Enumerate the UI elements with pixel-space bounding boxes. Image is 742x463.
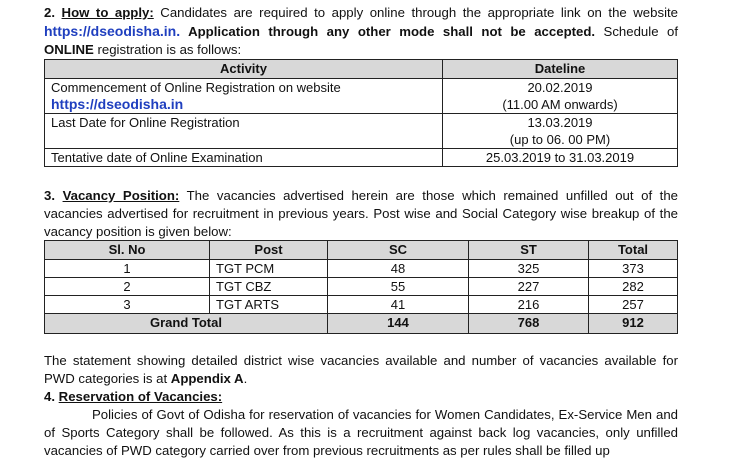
vacancy-total: 257 xyxy=(589,296,678,314)
vacancy-post: TGT ARTS xyxy=(210,296,328,314)
schedule-date-note: (up to 06. 00 PM) xyxy=(509,132,611,147)
vacancy-row xyxy=(45,278,678,296)
section-2-text-3: registration is as follows: xyxy=(97,42,242,57)
vacancy-header-sc: SC xyxy=(328,241,469,260)
grand-total-sc: 144 xyxy=(328,314,469,334)
schedule-activity-text: Last Date for Online Registration xyxy=(51,115,240,130)
vacancy-header-st: ST xyxy=(469,241,589,260)
grand-total-label: Grand Total xyxy=(45,314,328,334)
schedule-row xyxy=(45,114,678,149)
vacancy-slno: 2 xyxy=(45,278,210,296)
vacancy-sc: 41 xyxy=(328,296,469,314)
section-3-heading: Vacancy Position: xyxy=(62,188,180,203)
vacancy-st: 216 xyxy=(469,296,589,314)
section-2-text-1: Candidates are required to apply online through the appropriate link on the website xyxy=(153,5,678,20)
vacancy-post: TGT CBZ xyxy=(210,278,328,296)
schedule-row xyxy=(45,79,678,114)
grand-total-st: 768 xyxy=(469,314,589,334)
vacancy-st: 227 xyxy=(469,278,589,296)
schedule-date-cell xyxy=(443,79,678,114)
vacancy-st: 325 xyxy=(469,260,589,278)
schedule-date-cell: 25.03.2019 to 31.03.2019 xyxy=(443,149,678,167)
section-2-bold-text: Application through any other mode shall not be accepted. xyxy=(180,24,596,39)
section-2-text-2: Schedule of xyxy=(595,24,678,39)
schedule-activity-link[interactable]: https://dseodisha.in xyxy=(51,96,184,112)
section-4-paragraph: Policies of Govt of Odisha for reservation of vacancies for Women Candidates, Ex-Service Men and of Sports Category shall be followed. As this is a recruitment against back log vacancies, only unfilled vacancies of PWD category carried over from previous recruitments as per rules shall be filled up xyxy=(44,407,678,458)
statement-end: . xyxy=(243,371,248,386)
vacancy-slno: 3 xyxy=(45,296,210,314)
schedule-table xyxy=(44,59,678,167)
section-2-heading: How to apply: xyxy=(61,5,154,20)
vacancy-header-total: Total xyxy=(589,241,678,260)
section-4-heading-line xyxy=(44,388,678,406)
statement-paragraph xyxy=(44,352,678,388)
vacancy-header-row xyxy=(45,241,678,260)
schedule-row xyxy=(45,149,678,167)
vacancy-total: 373 xyxy=(589,260,678,278)
schedule-date-note: (11.00 AM onwards) xyxy=(502,97,618,112)
appendix-reference: Appendix A xyxy=(170,371,244,386)
section-3-paragraph xyxy=(44,187,678,241)
vacancy-sc: 48 xyxy=(328,260,469,278)
vacancy-row xyxy=(45,296,678,314)
vacancy-header-slno: Sl. No xyxy=(45,241,210,260)
vacancy-sc: 55 xyxy=(328,278,469,296)
schedule-date: 20.02.2019 xyxy=(527,80,593,95)
vacancy-post: TGT PCM xyxy=(210,260,328,278)
schedule-activity-cell: Tentative date of Online Examination xyxy=(45,149,443,167)
online-word: ONLINE xyxy=(44,42,94,57)
schedule-header-activity: Activity xyxy=(45,60,443,79)
schedule-date-cell xyxy=(443,114,678,149)
schedule-activity-text: Commencement of Online Registration on website xyxy=(51,80,341,95)
vacancy-total: 282 xyxy=(589,278,678,296)
vacancy-slno: 1 xyxy=(45,260,210,278)
vacancy-header-post: Post xyxy=(210,241,328,260)
vacancy-row xyxy=(45,260,678,278)
section-3-number: 3. xyxy=(44,188,55,203)
statement-text: The statement showing detailed district wise vacancies available and number of vacancies available for PWD categories is at xyxy=(44,353,678,386)
grand-total-total: 912 xyxy=(589,314,678,334)
section-3-text: The vacancies advertised herein are those which remained unfilled out of the vacancies advertised for recruitment in previous years. Post wise and Social Category wise breakup of the vacancy position is given below: xyxy=(44,188,678,239)
vacancy-grand-total-row xyxy=(45,314,678,334)
schedule-header-row xyxy=(45,60,678,79)
section-4-number: 4. xyxy=(44,389,55,404)
schedule-date: 13.03.2019 xyxy=(527,115,593,130)
section-2-number: 2. xyxy=(44,5,55,20)
website-link[interactable]: https://dseodisha.in. xyxy=(44,23,181,39)
section-4-heading: Reservation of Vacancies: xyxy=(58,389,223,404)
schedule-activity-cell xyxy=(45,114,443,149)
schedule-activity-cell xyxy=(45,79,443,114)
section-2-paragraph xyxy=(44,4,678,59)
vacancy-table xyxy=(44,240,678,334)
schedule-header-dateline: Dateline xyxy=(443,60,678,79)
